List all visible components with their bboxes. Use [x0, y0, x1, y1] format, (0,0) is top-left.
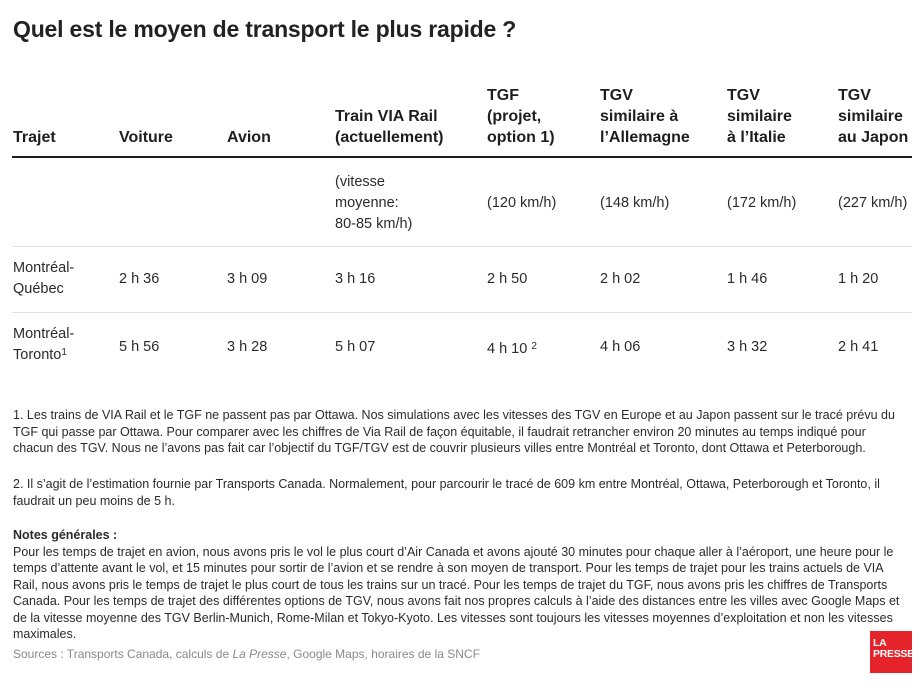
cell-voiture: 2 h 36: [119, 271, 160, 287]
speed-tgv-japon: (227 km/h): [838, 195, 908, 211]
header-rule: [12, 156, 912, 158]
header-tgv-allemagne: [600, 85, 690, 148]
header-trajet: Trajet: [13, 129, 56, 146]
speed-via-line1: (vitesse: [335, 174, 385, 190]
speed-via-line2: moyenne:: [335, 195, 399, 211]
footnote-2: 2. Il s’agit de l’estimation fournie par Transports Canada. Normalement, pour parcourir le tracé de 609 km entre Montréal, Ottawa, Peterborough et Toronto, il faudrait un peu moins de 5 h.: [13, 477, 880, 508]
cell-via-rail: 5 h 07: [335, 339, 376, 355]
header-tgv-it-line3: à l’Italie: [727, 129, 786, 146]
header-via-line2: (actuellement): [335, 129, 444, 146]
cell-tgv-allemagne: 4 h 06: [600, 339, 641, 355]
speed-via-line3: 80-85 km/h): [335, 216, 413, 232]
row-divider: [12, 246, 912, 247]
header-tgv-de-line3: l’Allemagne: [600, 129, 690, 146]
speed-tgv-italie: (172 km/h): [727, 195, 797, 211]
row-trajet-toronto: [13, 324, 74, 366]
cell-tgv-italie: 3 h 32: [727, 339, 768, 355]
cell-tgv-italie: 1 h 46: [727, 271, 768, 287]
header-tgf-line3: option 1): [487, 129, 555, 146]
header-tgv-it-line2: similaire: [727, 108, 792, 125]
trajet-line1: Montréal-: [13, 326, 75, 342]
header-tgv-jp-line3: au Japon: [838, 129, 909, 146]
header-tgv-italie: [727, 85, 792, 148]
header-tgf-line1: TGF: [487, 87, 519, 104]
cell-tgf-value: 4 h 10: [487, 341, 528, 357]
la-presse-logo: [870, 631, 912, 673]
header-avion: Avion: [227, 129, 271, 146]
logo-line1: LA: [873, 637, 887, 649]
trajet-line2-wrap: [13, 345, 74, 366]
page-title: Quel est le moyen de transport le plus rapide ?: [13, 16, 517, 42]
header-via-rail: [335, 106, 443, 148]
header-tgv-de-line2: similaire à: [600, 108, 679, 125]
header-tgf: [487, 85, 555, 148]
trajet-line2: Québec: [13, 281, 64, 297]
logo-line2: PRESSE: [873, 648, 914, 660]
row-trajet-quebec: [13, 258, 74, 300]
sources-suffix: , Google Maps, horaires de la SNCF: [286, 647, 480, 661]
header-tgf-line2: (projet,: [487, 108, 542, 125]
cell-avion: 3 h 28: [227, 339, 268, 355]
speed-tgv-allemagne: (148 km/h): [600, 195, 670, 211]
cell-via-rail: 3 h 16: [335, 271, 376, 287]
footnote-ref-1: 1: [61, 347, 67, 358]
general-notes: [13, 527, 908, 643]
general-notes-body: Pour les temps de trajet en avion, nous avons pris le vol le plus court d’Air Canada et avons ajouté 30 minutes pour chaque aller à l’aéroport, une heure pour le temps d’attente avant le vol, et 15 minutes pour sortir de l’avion et se rendre à son moyen de transport. Pour les temps de trajet pour les trains actuels de VIA Rail, nous avons pris le temps de trajet le plus court de tous les trains sur un tracé. Pour les temps de trajet du TGF, nous avons pris les chiffres de Transports Canada. Pour les temps de trajet des différentes options de TGV, nous avons fait nos propres calculs à l’aide des distances entre les villes avec Google Maps et de la vitesse moyenne des TGV Berlin-Munich, Rome-Milan et Tokyo-Kyoto. Les vitesses sont toujours les vitesses moyennes d’exploitation et non les vitesses maximales.: [13, 544, 900, 641]
sources-prefix: Sources : Transports Canada, calculs de: [13, 647, 233, 661]
footnote-1: 1. Les trains de VIA Rail et le TGF ne passent pas par Ottawa. Nos simulations avec les vitesses des TGV en Europe et au Japon passent sur le tracé prévu du TGF qui passe par Ottawa. Pour comparer avec les chiffres de Via Rail de façon équitable, il faudrait retrancher environ 20 minutes au temps indiqué pour chacun des TGV. Nous ne l’avons pas fait car l’objectif du TGF/TGV est de couvrir plusieurs villes entre Montréal et Toronto, dont Ottawa et Peterborough.: [13, 408, 895, 455]
header-tgv-japon: [838, 85, 908, 148]
trajet-line2: Toronto: [13, 347, 62, 363]
cell-tgf: 2 h 50: [487, 271, 528, 287]
cell-tgv-japon: 1 h 20: [838, 271, 879, 287]
trajet-line1: Montréal-: [13, 260, 75, 276]
header-via-line1: Train VIA Rail: [335, 108, 438, 125]
cell-voiture: 5 h 56: [119, 339, 160, 355]
speed-tgf: (120 km/h): [487, 195, 557, 211]
cell-tgv-japon: 2 h 41: [838, 339, 879, 355]
general-notes-title: Notes générales :: [13, 528, 118, 542]
sources-italic: La Presse: [232, 647, 287, 661]
sources: [13, 647, 480, 661]
row-divider: [12, 312, 912, 313]
header-tgv-jp-line2: similaire: [838, 108, 903, 125]
cell-tgv-allemagne: 2 h 02: [600, 271, 641, 287]
cell-tgf: [487, 339, 537, 360]
header-tgv-jp-line1: TGV: [838, 87, 871, 104]
speed-via-rail: [335, 172, 412, 235]
header-voiture: Voiture: [119, 129, 173, 146]
header-tgv-it-line1: TGV: [727, 87, 760, 104]
header-tgv-de-line1: TGV: [600, 87, 633, 104]
cell-avion: 3 h 09: [227, 271, 268, 287]
footnote-ref-2: 2: [531, 341, 537, 352]
